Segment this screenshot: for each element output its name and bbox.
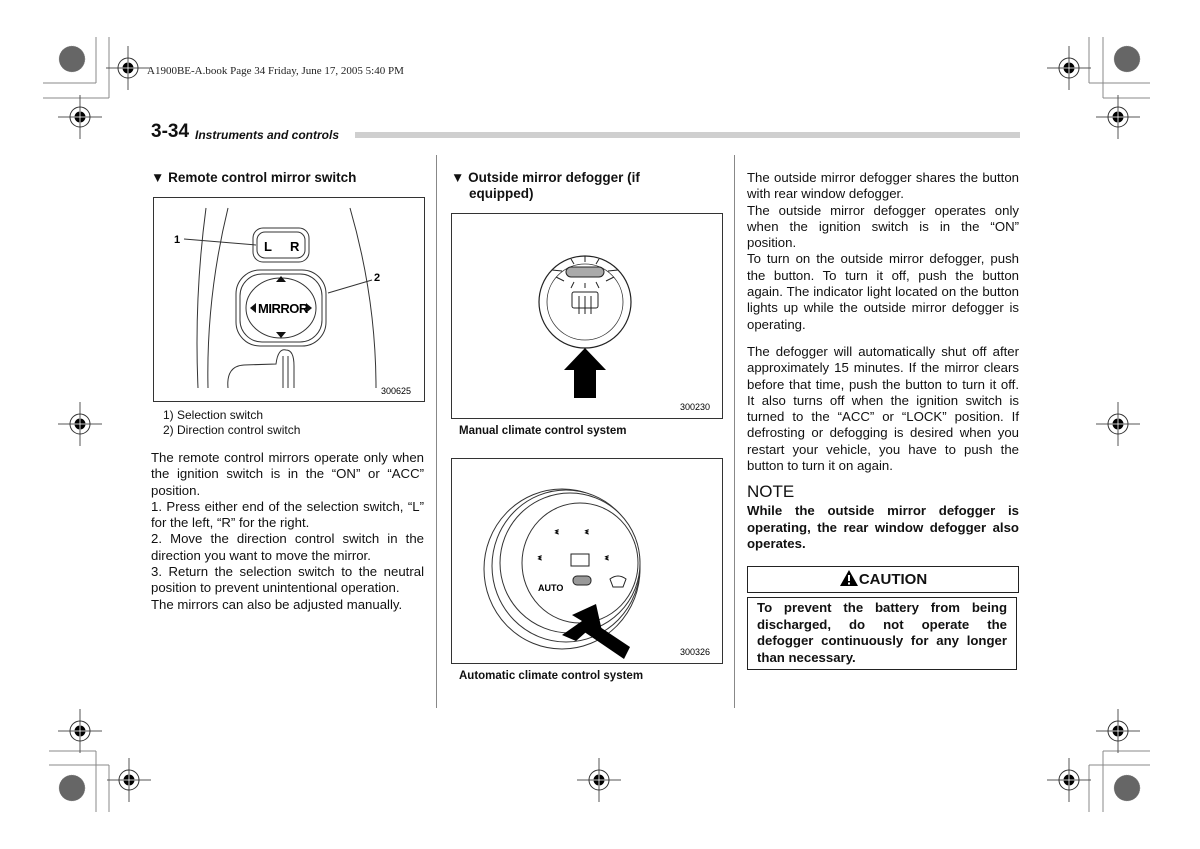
column-divider [436, 155, 437, 708]
svg-text:ᓫ: ᓫ [555, 527, 559, 542]
figure-legend [163, 408, 300, 438]
header-rule [355, 132, 1020, 138]
svg-text:ᓫ: ᓫ [605, 553, 609, 568]
warning-triangle-icon [839, 569, 859, 587]
figure-code: 300326 [680, 647, 711, 657]
remote-mirror-body [151, 450, 424, 613]
mirror-switch-illustration [154, 198, 424, 401]
caution-text: To prevent the battery from being discharged, do not operate the defogger continuously for any longer than necessary. [747, 597, 1017, 670]
column-divider [734, 155, 735, 708]
step-1: 1. Press either end of the selection switch, “L” for the left, “R” for the right. [151, 498, 424, 531]
figure-caption: Automatic climate control system [459, 670, 644, 682]
caution-heading: CAUTION [747, 566, 1019, 593]
mirror-label: MIRROR [258, 301, 308, 316]
remote-mirror-heading: ▼ Remote control mirror switch [151, 170, 357, 185]
step-3: 3. Return the selection switch to the neutral position to prevent unintentional operation. [151, 564, 424, 596]
auto-climate-illustration [452, 459, 722, 663]
page-number: 3-34 [151, 121, 190, 142]
paragraph: To turn on the outside mirror defogger, push the button. To turn it off, push the button again. The indicator light located on the button lights up while the outside mirror defogger is operating. [747, 251, 1019, 332]
legend-item-2: 2) Direction control switch [163, 423, 301, 437]
figure-caption: Manual climate control system [459, 425, 627, 437]
callout-1: 1 [174, 234, 181, 246]
mirror-switch-figure [153, 197, 425, 402]
legend-item-1: 1) Selection switch [163, 408, 264, 422]
switch-left-label: L [264, 239, 272, 254]
defogger-body [747, 170, 1019, 333]
paragraph: The outside mirror defogger operates only when the ignition switch is in the “ON” position. [747, 202, 1019, 251]
svg-text:ᓫ: ᓫ [585, 527, 589, 542]
callout-2: 2 [374, 272, 381, 284]
paragraph: The mirrors can also be adjusted manually. [151, 596, 403, 612]
auto-label: AUTO [538, 583, 564, 593]
switch-right-label: R [290, 239, 300, 254]
note-text: While the outside mirror defogger is operating, the rear window defogger also operates. [747, 503, 1019, 551]
section-title: Instruments and controls [195, 128, 340, 142]
svg-text:ᓫ: ᓫ [538, 553, 542, 568]
note-heading: NOTE [747, 482, 795, 501]
figure-code: 300230 [680, 402, 711, 412]
paragraph: The outside mirror defogger shares the button with rear window defogger. [747, 170, 1019, 202]
defogger-button-illustration [452, 214, 722, 418]
automatic-climate-figure [451, 458, 723, 664]
paragraph: The remote control mirrors operate only when the ignition switch is in the “ON” or “ACC” position. [151, 450, 424, 498]
figure-code: 300625 [381, 386, 412, 396]
print-info: A1900BE-A.book Page 34 Friday, June 17, 2005 5:40 PM [147, 65, 404, 77]
defogger-heading: ▼ Outside mirror defogger (if equipped) [451, 170, 640, 201]
step-2: 2. Move the direction control switch in the direction you want to move the mirror. [151, 531, 424, 563]
manual-climate-figure [451, 213, 723, 419]
auto-shutoff-paragraph: The defogger will automatically shut off after approximately 15 minutes. If the mirror clears before that time, push the button to turn it off. It also turns off when the ignition switch is turned to the “ACC” or “LOCK” position. If defrosting or defogging is desired when you restart your vehicle, you have to push the button to turn it on again. [747, 344, 1019, 474]
color-target-icon [59, 46, 85, 72]
